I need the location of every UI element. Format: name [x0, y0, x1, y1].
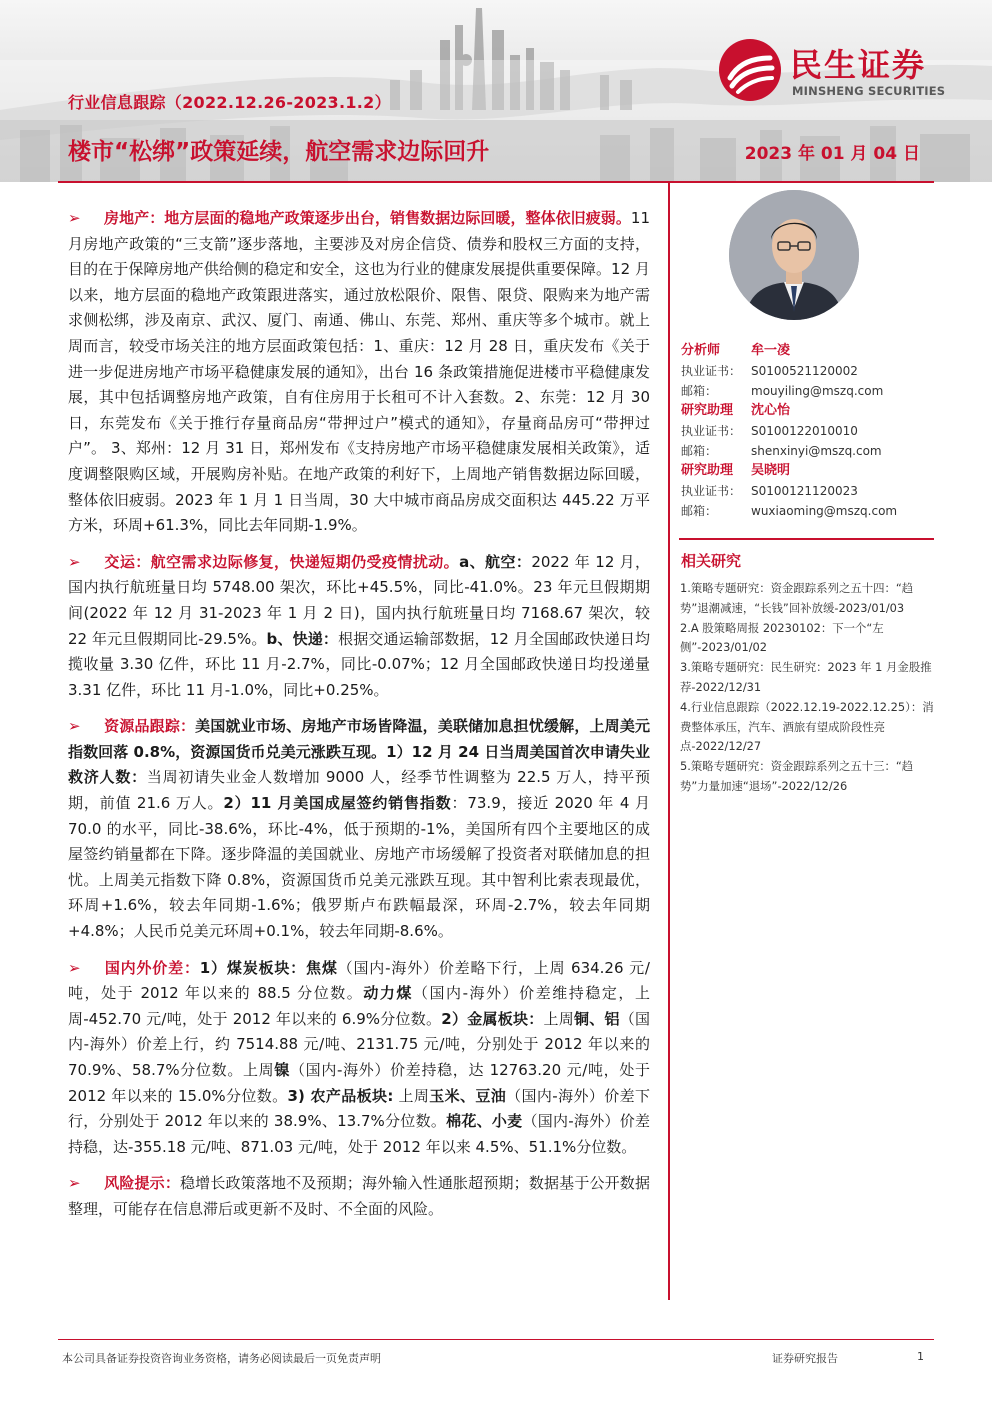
- section-transport: [68, 550, 650, 704]
- header-divider: [58, 181, 934, 183]
- related-list: [680, 579, 934, 797]
- section-text: （国内-海外）价差持稳，达 12763.20 元/吨，处于 2012 年以来的 15.0%分位数。: [68, 1061, 650, 1105]
- related-item[interactable]: 5.策略专题研究：资金跟踪系列之五十三：“趋势”力量加速“退场”-2022/12/26: [680, 759, 914, 793]
- analyst-role-row: [681, 341, 941, 361]
- section-text: 根据交通运输部数据，12 月全国邮政快递日均揽收量 3.30 亿件，环比 11 月-2.7%，同比-0.07%；12 月全国邮政快递日均投递量 3.31 亿件，环比 11 月-1.0%，同比+0.25%。: [68, 629, 650, 699]
- report-title: 楼市“松绑”政策延续，航空需求边际回升: [68, 139, 490, 165]
- cert-number: S0100521120002: [751, 364, 858, 378]
- section-text: 当周初请失业金人数增加 9000 人，经季节性调整为 22.5 万人，持平预期，前值 21.6 万人。: [68, 768, 650, 813]
- logo-chinese-name: 民生证券: [790, 46, 927, 84]
- footer-divider: [58, 1339, 934, 1340]
- analyst-cert-row: [681, 421, 941, 441]
- related-research: [679, 538, 934, 797]
- related-item[interactable]: 3.策略专题研究：民生研究：2023 年 1 月金股推荐-2022/12/31: [680, 660, 932, 694]
- company-logo: [718, 38, 968, 104]
- bullet-arrow-icon: ➢: [68, 209, 81, 227]
- analyst-name: 沈心怡: [751, 403, 791, 418]
- section-sub-lead: 2）11 月美国成屋签约销售指数: [223, 794, 452, 813]
- section-lead: 交运：航空需求边际修复，快递短期仍受疫情扰动。: [104, 552, 460, 571]
- cert-label: 执业证书：: [681, 484, 742, 498]
- mail-label: 邮箱：: [681, 384, 718, 398]
- mail-label: 邮箱：: [681, 504, 718, 518]
- analyst-portrait-image: [729, 190, 859, 320]
- bullet-arrow-icon: ➢: [68, 958, 81, 977]
- text-bold: 焦煤: [306, 958, 338, 977]
- cert-label: 执业证书：: [681, 424, 742, 438]
- cert-label: 执业证书：: [681, 364, 742, 378]
- section-real-estate: [68, 206, 650, 539]
- text-bold: 2）金属板块：: [441, 1009, 544, 1028]
- analyst-role-row: [681, 461, 941, 481]
- analyst-cert-row: [681, 361, 941, 381]
- section-text: 稳增长政策落地不及预期；海外输入性通胀超预期；数据基于公开数据整理，可能存在信息滞后或更新不及时、不全面的风险。: [68, 1174, 650, 1218]
- analyst-role: 研究助理: [681, 403, 734, 418]
- column-divider: [668, 183, 670, 1300]
- section-lead: 房地产：地方层面的稳地产政策逐步出台，销售数据边际回暖，整体依旧疲弱。: [104, 209, 631, 227]
- related-item[interactable]: 4.行业信息跟踪（2022.12.19-2022.12.25）：消费整体承压，汽车、酒旅有望成阶段性亮点-2022/12/27: [680, 699, 934, 754]
- footer-disclaimer: 本公司具备证券投资咨询业务资格，请务必阅读最后一页免责声明: [62, 1352, 381, 1365]
- analyst-email[interactable]: wuxiaoming@mszq.com: [751, 504, 898, 518]
- footer-report-type: 证券研究报告: [772, 1352, 838, 1365]
- text-bold: 铜、铝: [573, 1009, 620, 1028]
- text-bold: 镍: [274, 1061, 291, 1079]
- section-lead: 风险提示：: [104, 1174, 180, 1193]
- analyst-role: 分析师: [681, 343, 721, 358]
- section-text: 上周: [543, 1009, 574, 1028]
- section-text: ：73.9，接近 2020 年 4 月 70.0 的水平，同比-38.6%，环比-4%，低于预期的-1%，美国所有四个主要地区的成屋签约销量都在下降。逐步降温的美国就业、房地产市场缓解了投资者对联储加息的担忧。上周美元指数下降 0.8%，资源国货币兑美元涨跌互现。其中智利比索表现最优，环周+1.6%，较去年同期-1.6%；俄罗斯卢布跌幅最深，环周-2.7%，较去年同期+4.8%；人民币兑美元环周+0.1%，较去年同期-8.6%。: [68, 794, 650, 941]
- sub-label-aviation: a、航空：: [459, 552, 532, 571]
- section-text: （国内-海外）价差持稳，达-355.18 元/吨、871.03 元/吨，处于 2012 年以来 4.5%、51.1%分位数。: [68, 1112, 650, 1156]
- text-bold: 棉花、小麦: [446, 1112, 523, 1131]
- analyst-role: 研究助理: [681, 463, 734, 478]
- minsheng-logo-icon: [718, 38, 782, 102]
- related-title: 相关研究: [681, 552, 742, 570]
- section-text: （国内-海外）价差上行，约 7514.88 元/吨、2131.75 元/吨，分别处于 2012 年以来的 70.9%、58.7%分位数。上周: [68, 1009, 650, 1079]
- analyst-name: 吴晓明: [751, 463, 791, 478]
- section-lead-bold: 美国就业市场、房地产市场皆降温，美联储加息担忧缓解，上周美元指数回落 0.8%，资源国货币兑美元涨跌互现。1）12 月 24 日当周美国首次申请失业救济人数：: [68, 717, 650, 787]
- analyst-mail-row: [681, 441, 941, 461]
- header-banner: [0, 0, 992, 182]
- bullet-arrow-icon: ➢: [68, 552, 81, 571]
- cert-number: S0100122010010: [751, 424, 858, 438]
- section-text: （国内-海外）价差维持稳定，上周-452.70 元/吨，处于 2012 年以来的 6.9%分位数。: [68, 984, 650, 1028]
- section-text: 2022 年 12 月，国内执行航班量日均 5748.00 架次，环比+45.5%，同比-41.0%。23 年元旦假期期间(2022 年 12 月 31-2023 年 1 月 2 日)，国内执行航班量日均 7168.67 架次，较 22 年元旦假期同比-29.5%。: [68, 552, 650, 648]
- section-text: （国内-海外）价差略下行，上周 634.26 元/吨，处于 2012 年以来的 88.5 分位数。: [68, 958, 650, 1003]
- analyst-mail-row: [681, 501, 941, 521]
- report-date: 2023 年 01 月 04 日: [744, 144, 920, 164]
- text-bold: 玉米、豆油: [429, 1086, 507, 1105]
- analyst-name: 牟一凌: [751, 343, 791, 358]
- sub-label-express: b、快递：: [266, 629, 339, 648]
- section-risk: [68, 1171, 650, 1222]
- section-text: 上周: [393, 1086, 430, 1105]
- related-item[interactable]: 2.A 股策略周报 20230102：下一个“左侧”-2023/01/02: [680, 620, 884, 655]
- analyst-role-row: [681, 401, 941, 421]
- section-text: （国内-海外）价差下行，分别处于 2012 年以来的 38.9%、13.7%分位数。: [68, 1086, 650, 1131]
- text-bold: 1）煤炭板块：: [199, 958, 306, 977]
- mail-label: 邮箱：: [681, 444, 718, 458]
- related-divider: [679, 538, 934, 540]
- analyst-cert-row: [681, 481, 941, 501]
- bullet-arrow-icon: ➢: [68, 717, 81, 736]
- section-lead: 国内外价差：: [104, 958, 200, 977]
- report-series-label: 行业信息跟踪（2022.12.26-2023.1.2）: [68, 93, 391, 112]
- related-item[interactable]: 1.策略专题研究：资金跟踪系列之五十四：“趋势”退潮减速，“长钱”回补放缓-2023/01/03: [680, 581, 914, 615]
- analyst-email[interactable]: mouyiling@mszq.com: [751, 384, 884, 398]
- text-bold: 动力煤: [363, 984, 413, 1003]
- report-body: [68, 206, 650, 1234]
- section-price-spread: [68, 956, 650, 1161]
- section-resources: [68, 714, 650, 944]
- analyst-mail-row: [681, 381, 941, 401]
- analyst-info: [681, 341, 941, 521]
- analyst-email[interactable]: shenxinyi@mszq.com: [751, 444, 882, 458]
- cert-number: S0100121120023: [751, 484, 858, 498]
- bullet-arrow-icon: ➢: [68, 1174, 81, 1193]
- section-lead: 资源品跟踪：: [104, 717, 196, 736]
- analyst-photo: [729, 190, 859, 320]
- page-number: 1: [917, 1350, 924, 1363]
- logo-english-name: MINSHENG SECURITIES: [792, 84, 946, 98]
- text-bold: 3) 农产品板块:: [287, 1086, 394, 1105]
- section-text: 11 月房地产政策的“三支箭”逐步落地，主要涉及对房企信贷、债券和股权三方面的支持，目的在于保障房地产供给侧的稳定和安全，这也为行业的健康发展提供重要保障。12 月以来，地方层面的稳地产政策跟进落实，通过放松限价、限售、限贷、限购来为地产需求侧松绑，涉及南京、武汉、厦门、南通、佛山、东莞、郑州、重庆等多个城市。就上周而言，较受市场关注的地方层面政策包括：1、重庆：12 月 28 日，重庆发布《关于进一步促进房地产市场平稳健康发展的通知》，出台 16 条政策措施促进楼市平稳健康发展，其中包括调整房地产政策，自有住房用于长租可不计入套数。2、东莞：12 月 30 日，东莞发布《关于推行存量商品房“带押过户”模式的通知》，存量商品房可“带押过户”。 3、郑州：12 月 31 日，郑州发布《支持房地产市场平稳健康发展相关政策》，适度调整限购区域，开展购房补贴。在地产政策的利好下，上周地产销售数据边际回暖，整体依旧疲弱。2023 年 1 月 1 日当周，30 大中城市商品房成交面积达 445.22 万平方米，环周+61.3%，同比去年同期-1.9%。: [68, 209, 650, 535]
